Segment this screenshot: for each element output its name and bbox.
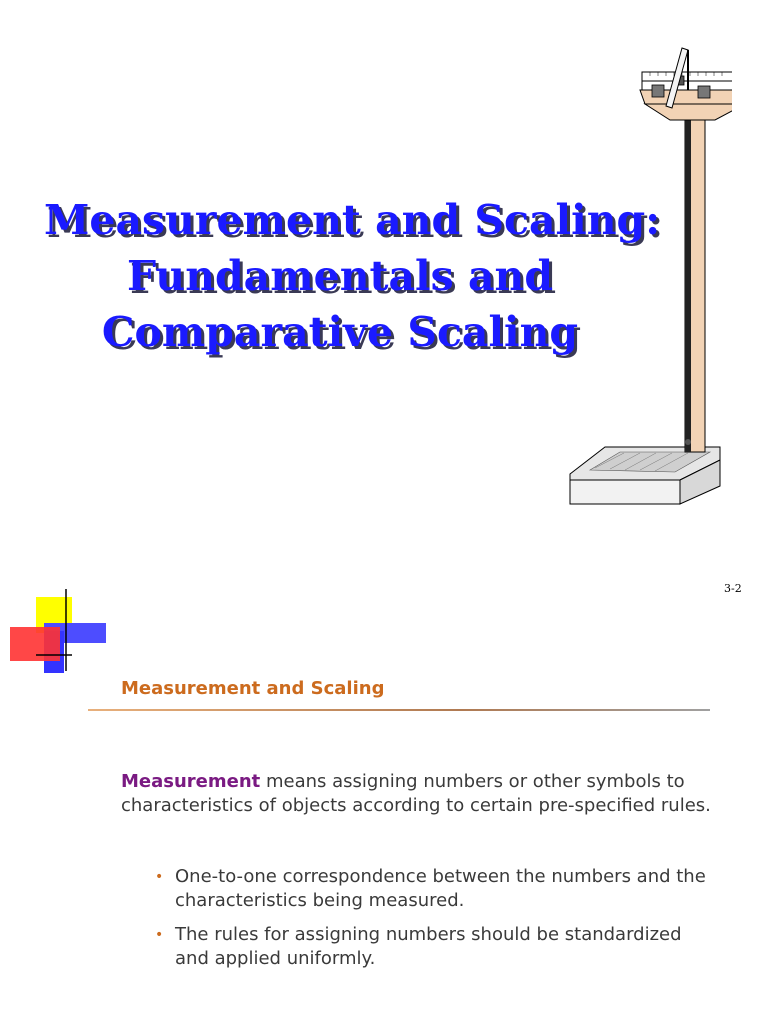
list-item bbox=[155, 865, 715, 913]
title-line-1: Measurement and Scaling: bbox=[44, 196, 661, 244]
title-line-2: Fundamentals and bbox=[127, 252, 553, 300]
definition-paragraph bbox=[121, 770, 721, 818]
bullet-text: One-to-one correspondence between the numbers and the characteristics being measured. bbox=[175, 866, 706, 911]
bullet-icon: • bbox=[155, 927, 164, 943]
definition-term: Measurement bbox=[121, 771, 261, 792]
section-title: Measurement and Scaling bbox=[121, 678, 385, 699]
weighing-scale-icon bbox=[560, 42, 732, 512]
slide-number: 3-2 bbox=[724, 582, 742, 595]
bullet-text: The rules for assigning numbers should be standardized and applied uniformly. bbox=[175, 924, 682, 969]
content-slide bbox=[0, 545, 768, 1024]
title-line-3: Comparative Scaling bbox=[101, 308, 579, 356]
title-divider bbox=[88, 709, 710, 711]
bullet-list bbox=[155, 865, 715, 981]
decorative-squares-icon bbox=[8, 587, 108, 677]
definition-text: means assigning numbers or other symbols to characteristics of objects according to certain pre-specified rules. bbox=[121, 771, 711, 816]
list-item bbox=[155, 923, 715, 971]
bullet-icon: • bbox=[155, 869, 164, 885]
